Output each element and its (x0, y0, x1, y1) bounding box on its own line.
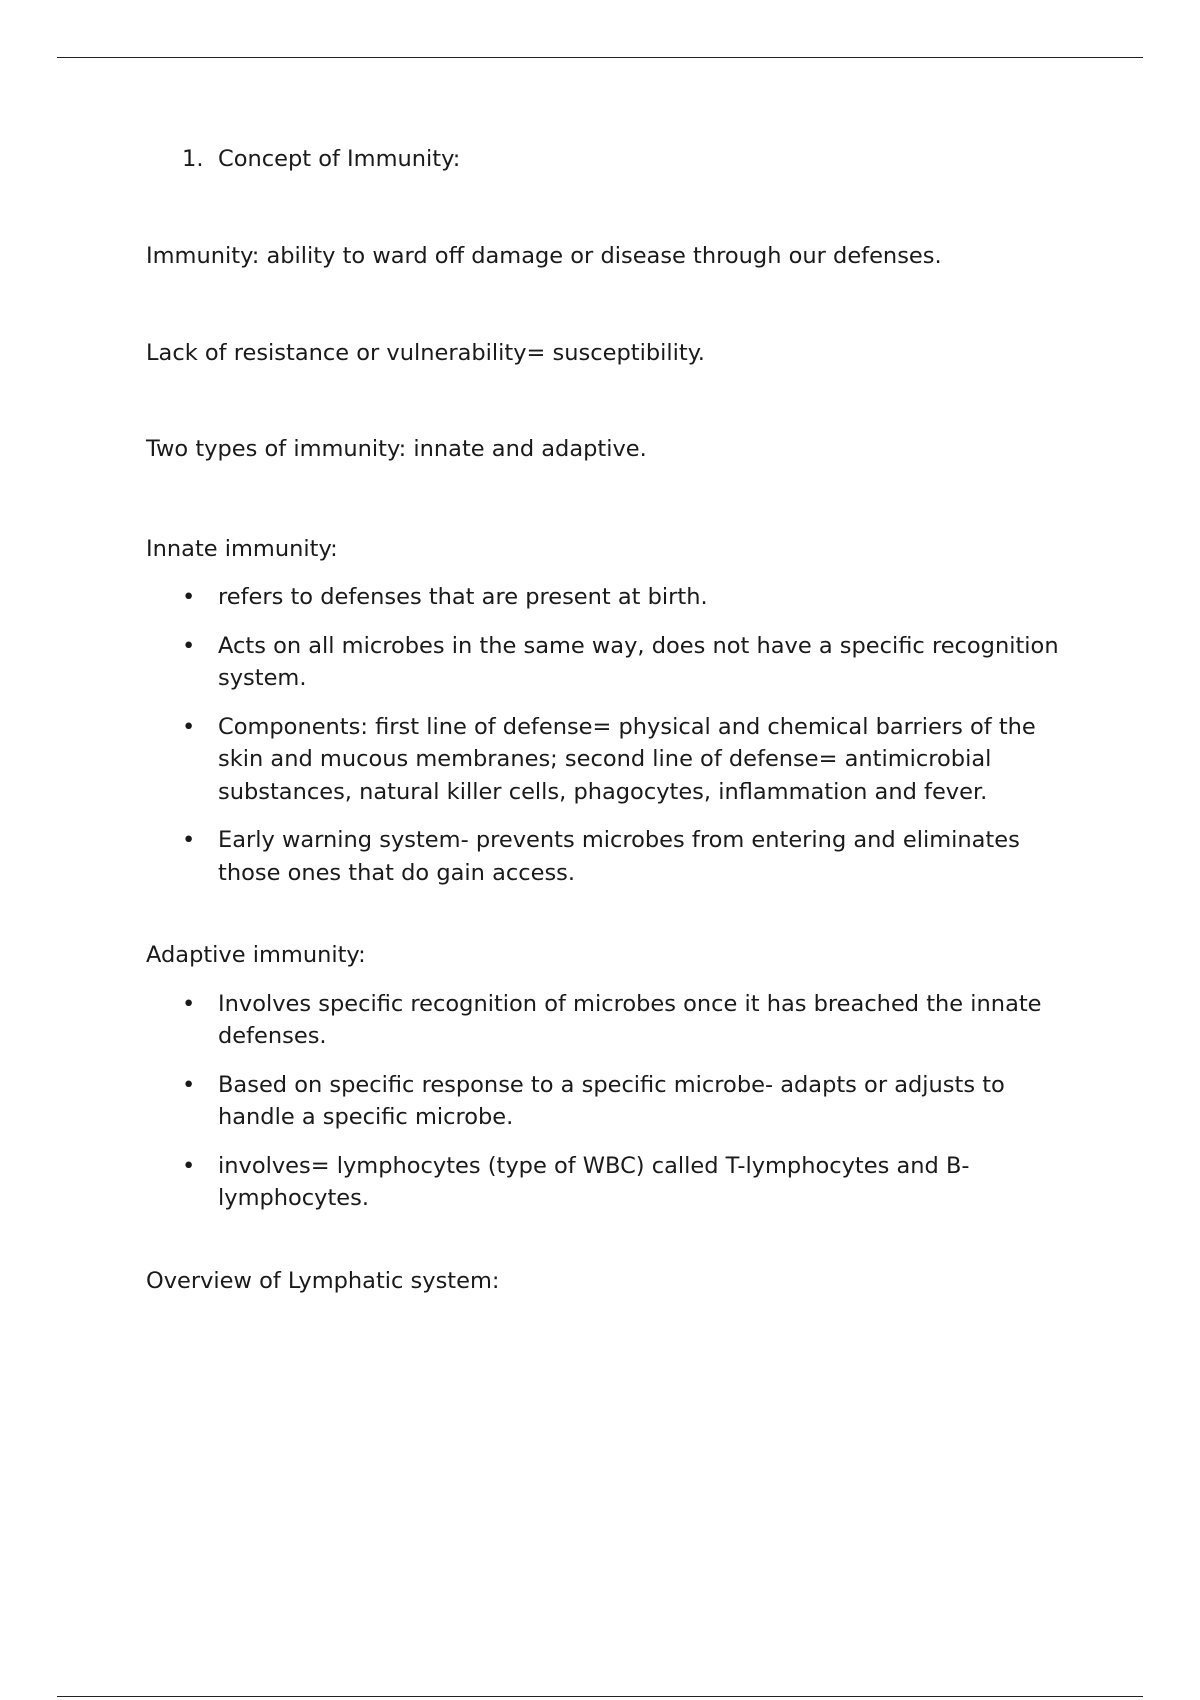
list-item: • Involves specific recognition of microbes once it has breached the innate defenses. (146, 988, 1086, 1053)
bullet-icon: • (182, 1071, 196, 1098)
list-item: • Early warning system- prevents microbes from entering and eliminates those ones that do gain access. (146, 824, 1086, 889)
list-item: • refers to defenses that are present at birth. (146, 581, 1086, 614)
bullet-icon: • (182, 827, 196, 853)
document-body (146, 143, 1086, 1297)
header-rule (57, 57, 1143, 58)
innate-list (146, 581, 1086, 889)
bullet-icon: • (182, 1152, 196, 1179)
list-item: • Acts on all microbes in the same way, does not have a specific recognition system. (146, 630, 1086, 695)
innate-heading: Innate immunity: (146, 535, 338, 562)
lymphatic-heading: Overview of Lymphatic system: (146, 1267, 500, 1294)
immunity-definition: Immunity: ability to ward off damage or disease through our defenses. (146, 243, 942, 269)
bullet-icon: • (182, 632, 196, 659)
bullet-icon: • (182, 713, 196, 740)
list-item: • Based on specific response to a specific microbe- adapts or adjusts to handle a specific microbe. (146, 1069, 1086, 1134)
list-item: • involves= lymphocytes (type of WBC) called T-lymphocytes and B-lymphocytes. (146, 1150, 1086, 1215)
section-heading (146, 143, 1086, 176)
adaptive-list (146, 988, 1086, 1215)
bullet-icon: • (182, 990, 196, 1017)
section-number: 1. (182, 146, 204, 172)
susceptibility-paragraph: Lack of resistance or vulnerability= susceptibility. (146, 339, 705, 366)
list-item: • Components: first line of defense= physical and chemical barriers of the skin and mucous membranes; second line of defense= antimicrobial substances, natural killer cells, phagocytes, inflammation and fever. (146, 711, 1086, 809)
footer-rule (57, 1696, 1143, 1697)
adaptive-heading: Adaptive immunity: (146, 942, 366, 968)
immunity-types-paragraph: Two types of immunity: innate and adaptive. (146, 436, 647, 462)
section-title: Concept of Immunity: (218, 146, 461, 172)
bullet-icon: • (182, 584, 196, 610)
